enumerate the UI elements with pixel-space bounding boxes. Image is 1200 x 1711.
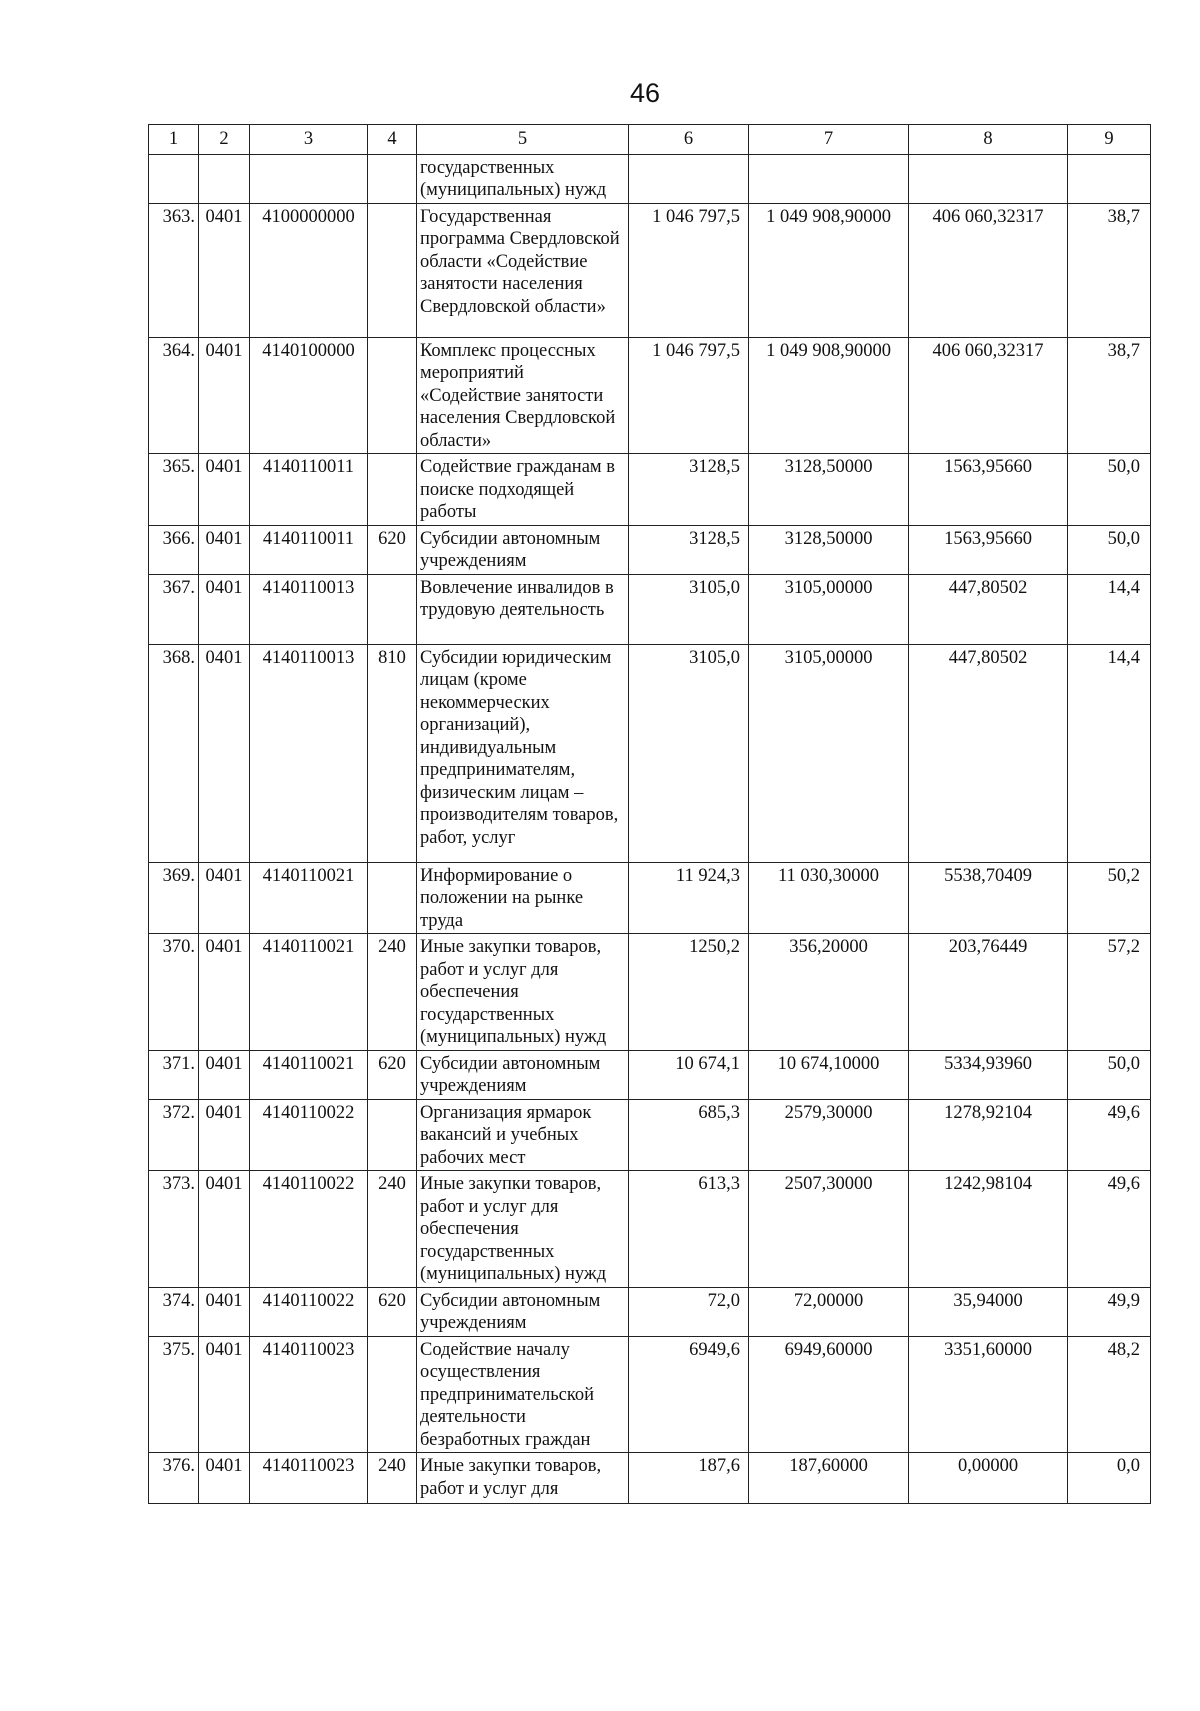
percent-cell: 14,4 (1068, 574, 1151, 644)
column-header: 2 (199, 125, 250, 155)
plan-law-cell: 3128,5 (629, 525, 749, 574)
executed-cell: 447,80502 (909, 574, 1068, 644)
row-number-cell: 376. (149, 1453, 199, 1504)
target-code-cell: 4140110023 (250, 1336, 368, 1453)
target-code-cell: 4140110013 (250, 574, 368, 644)
row-number-cell: 365. (149, 454, 199, 526)
column-header: 3 (250, 125, 368, 155)
table-row (149, 862, 1151, 934)
row-number-cell: 375. (149, 1336, 199, 1453)
executed-cell: 447,80502 (909, 644, 1068, 862)
percent-cell: 38,7 (1068, 337, 1151, 454)
executed-cell: 406 060,32317 (909, 203, 1068, 337)
percent-cell: 49,6 (1068, 1171, 1151, 1288)
item-name-cell: Комплекс процессных мероприятий «Содействие занятости населения Свердловской области» (417, 337, 629, 454)
table-row (149, 337, 1151, 454)
table-row (149, 574, 1151, 644)
executed-cell: 5334,93960 (909, 1050, 1068, 1099)
executed-cell: 1242,98104 (909, 1171, 1068, 1288)
table-row (149, 1453, 1151, 1504)
table-row (149, 1287, 1151, 1336)
target-code-cell: 4140110021 (250, 934, 368, 1051)
plan-book-cell: 6949,60000 (749, 1336, 909, 1453)
table-row (149, 1099, 1151, 1171)
section-code-cell: 0401 (199, 203, 250, 337)
target-code-cell: 4140110021 (250, 862, 368, 934)
executed-cell: 1563,95660 (909, 525, 1068, 574)
column-header: 4 (368, 125, 417, 155)
expense-type-cell (368, 203, 417, 337)
table-row (149, 525, 1151, 574)
table-row (149, 644, 1151, 862)
item-name-cell: Содействие гражданам в поиске подходящей работы (417, 454, 629, 526)
item-name-cell: Субсидии автономным учреждениям (417, 525, 629, 574)
plan-book-cell: 10 674,10000 (749, 1050, 909, 1099)
expense-type-cell (368, 154, 417, 203)
table-row (149, 454, 1151, 526)
plan-law-cell: 3128,5 (629, 454, 749, 526)
target-code-cell: 4140110011 (250, 454, 368, 526)
plan-law-cell: 72,0 (629, 1287, 749, 1336)
target-code-cell: 4140110013 (250, 644, 368, 862)
row-number-cell: 372. (149, 1099, 199, 1171)
column-header: 7 (749, 125, 909, 155)
plan-book-cell: 2579,30000 (749, 1099, 909, 1171)
plan-book-cell (749, 154, 909, 203)
plan-law-cell (629, 154, 749, 203)
table-row (149, 203, 1151, 337)
expense-type-cell (368, 574, 417, 644)
plan-law-cell: 685,3 (629, 1099, 749, 1171)
percent-cell: 0,0 (1068, 1453, 1151, 1504)
percent-cell: 14,4 (1068, 644, 1151, 862)
percent-cell: 49,6 (1068, 1099, 1151, 1171)
percent-cell: 50,2 (1068, 862, 1151, 934)
percent-cell: 50,0 (1068, 525, 1151, 574)
column-header: 9 (1068, 125, 1151, 155)
expense-type-cell (368, 1099, 417, 1171)
executed-cell: 0,00000 (909, 1453, 1068, 1504)
section-code-cell: 0401 (199, 1050, 250, 1099)
table-row (149, 154, 1151, 203)
percent-cell: 57,2 (1068, 934, 1151, 1051)
item-name-cell: Государственная программа Свердловской области «Содействие занятости населения Свердловской области» (417, 203, 629, 337)
table-row (149, 1050, 1151, 1099)
section-code-cell: 0401 (199, 644, 250, 862)
section-code-cell: 0401 (199, 862, 250, 934)
expense-type-cell (368, 862, 417, 934)
row-number-cell: 371. (149, 1050, 199, 1099)
row-number-cell: 369. (149, 862, 199, 934)
section-code-cell: 0401 (199, 454, 250, 526)
expense-type-cell: 240 (368, 1453, 417, 1504)
executed-cell: 3351,60000 (909, 1336, 1068, 1453)
plan-law-cell: 1 046 797,5 (629, 337, 749, 454)
target-code-cell: 4140110021 (250, 1050, 368, 1099)
row-number-cell: 366. (149, 525, 199, 574)
column-header: 5 (417, 125, 629, 155)
target-code-cell (250, 154, 368, 203)
plan-law-cell: 6949,6 (629, 1336, 749, 1453)
expense-type-cell (368, 454, 417, 526)
section-code-cell: 0401 (199, 1453, 250, 1504)
row-number-cell: 368. (149, 644, 199, 862)
executed-cell: 1278,92104 (909, 1099, 1068, 1171)
section-code-cell: 0401 (199, 1171, 250, 1288)
section-code-cell: 0401 (199, 525, 250, 574)
percent-cell: 49,9 (1068, 1287, 1151, 1336)
table-row (149, 1171, 1151, 1288)
executed-cell: 203,76449 (909, 934, 1068, 1051)
section-code-cell: 0401 (199, 574, 250, 644)
item-name-cell: государственных (муниципальных) нужд (417, 154, 629, 203)
plan-book-cell: 72,00000 (749, 1287, 909, 1336)
expense-type-cell: 240 (368, 934, 417, 1051)
item-name-cell: Иные закупки товаров, работ и услуг для обеспечения государственных (муниципальных) нужд (417, 934, 629, 1051)
plan-book-cell: 1 049 908,90000 (749, 337, 909, 454)
header-row (149, 125, 1151, 155)
percent-cell: 38,7 (1068, 203, 1151, 337)
row-number-cell: 373. (149, 1171, 199, 1288)
percent-cell: 50,0 (1068, 1050, 1151, 1099)
section-code-cell (199, 154, 250, 203)
item-name-cell: Информирование о положении на рынке труда (417, 862, 629, 934)
plan-law-cell: 1250,2 (629, 934, 749, 1051)
plan-book-cell: 3105,00000 (749, 574, 909, 644)
target-code-cell: 4100000000 (250, 203, 368, 337)
column-header: 1 (149, 125, 199, 155)
section-code-cell: 0401 (199, 1336, 250, 1453)
table-row (149, 1336, 1151, 1453)
plan-book-cell: 3128,50000 (749, 525, 909, 574)
section-code-cell: 0401 (199, 934, 250, 1051)
item-name-cell: Иные закупки товаров, работ и услуг для обеспечения государственных (муниципальных) нужд (417, 1171, 629, 1288)
plan-book-cell: 1 049 908,90000 (749, 203, 909, 337)
item-name-cell: Содействие началу осуществления предпринимательской деятельности безработных граждан (417, 1336, 629, 1453)
plan-book-cell: 11 030,30000 (749, 862, 909, 934)
percent-cell: 48,2 (1068, 1336, 1151, 1453)
executed-cell: 35,94000 (909, 1287, 1068, 1336)
target-code-cell: 4140110022 (250, 1099, 368, 1171)
target-code-cell: 4140110022 (250, 1171, 368, 1288)
plan-law-cell: 3105,0 (629, 644, 749, 862)
row-number-cell: 364. (149, 337, 199, 454)
percent-cell: 50,0 (1068, 454, 1151, 526)
expense-type-cell (368, 337, 417, 454)
plan-book-cell: 3128,50000 (749, 454, 909, 526)
plan-law-cell: 3105,0 (629, 574, 749, 644)
executed-cell: 5538,70409 (909, 862, 1068, 934)
plan-law-cell: 187,6 (629, 1453, 749, 1504)
percent-cell (1068, 154, 1151, 203)
plan-law-cell: 613,3 (629, 1171, 749, 1288)
table-row (149, 934, 1151, 1051)
expense-type-cell: 240 (368, 1171, 417, 1288)
plan-book-cell: 356,20000 (749, 934, 909, 1051)
item-name-cell: Субсидии автономным учреждениям (417, 1050, 629, 1099)
plan-book-cell: 2507,30000 (749, 1171, 909, 1288)
plan-book-cell: 3105,00000 (749, 644, 909, 862)
item-name-cell: Субсидии автономным учреждениям (417, 1287, 629, 1336)
expense-type-cell: 620 (368, 525, 417, 574)
executed-cell: 406 060,32317 (909, 337, 1068, 454)
plan-law-cell: 10 674,1 (629, 1050, 749, 1099)
page-number: 46 (629, 78, 661, 108)
section-code-cell: 0401 (199, 1099, 250, 1171)
row-number-cell (149, 154, 199, 203)
table-body (149, 154, 1151, 1504)
plan-law-cell: 11 924,3 (629, 862, 749, 934)
column-header: 6 (629, 125, 749, 155)
expense-type-cell (368, 1336, 417, 1453)
column-header: 8 (909, 125, 1068, 155)
target-code-cell: 4140110023 (250, 1453, 368, 1504)
target-code-cell: 4140110011 (250, 525, 368, 574)
budget-table (148, 124, 1151, 1504)
item-name-cell: Вовлечение инвалидов в трудовую деятельность (417, 574, 629, 644)
executed-cell (909, 154, 1068, 203)
executed-cell: 1563,95660 (909, 454, 1068, 526)
row-number-cell: 374. (149, 1287, 199, 1336)
item-name-cell: Субсидии юридическим лицам (кроме некоммерческих организаций), индивидуальным предпринимателям, физическим лицам – производителям товаров, работ, услуг (417, 644, 629, 862)
section-code-cell: 0401 (199, 337, 250, 454)
plan-book-cell: 187,60000 (749, 1453, 909, 1504)
row-number-cell: 367. (149, 574, 199, 644)
item-name-cell: Иные закупки товаров, работ и услуг для (417, 1453, 629, 1504)
expense-type-cell: 810 (368, 644, 417, 862)
target-code-cell: 4140110022 (250, 1287, 368, 1336)
row-number-cell: 363. (149, 203, 199, 337)
row-number-cell: 370. (149, 934, 199, 1051)
plan-law-cell: 1 046 797,5 (629, 203, 749, 337)
section-code-cell: 0401 (199, 1287, 250, 1336)
expense-type-cell: 620 (368, 1050, 417, 1099)
target-code-cell: 4140100000 (250, 337, 368, 454)
expense-type-cell: 620 (368, 1287, 417, 1336)
item-name-cell: Организация ярмарок вакансий и учебных рабочих мест (417, 1099, 629, 1171)
